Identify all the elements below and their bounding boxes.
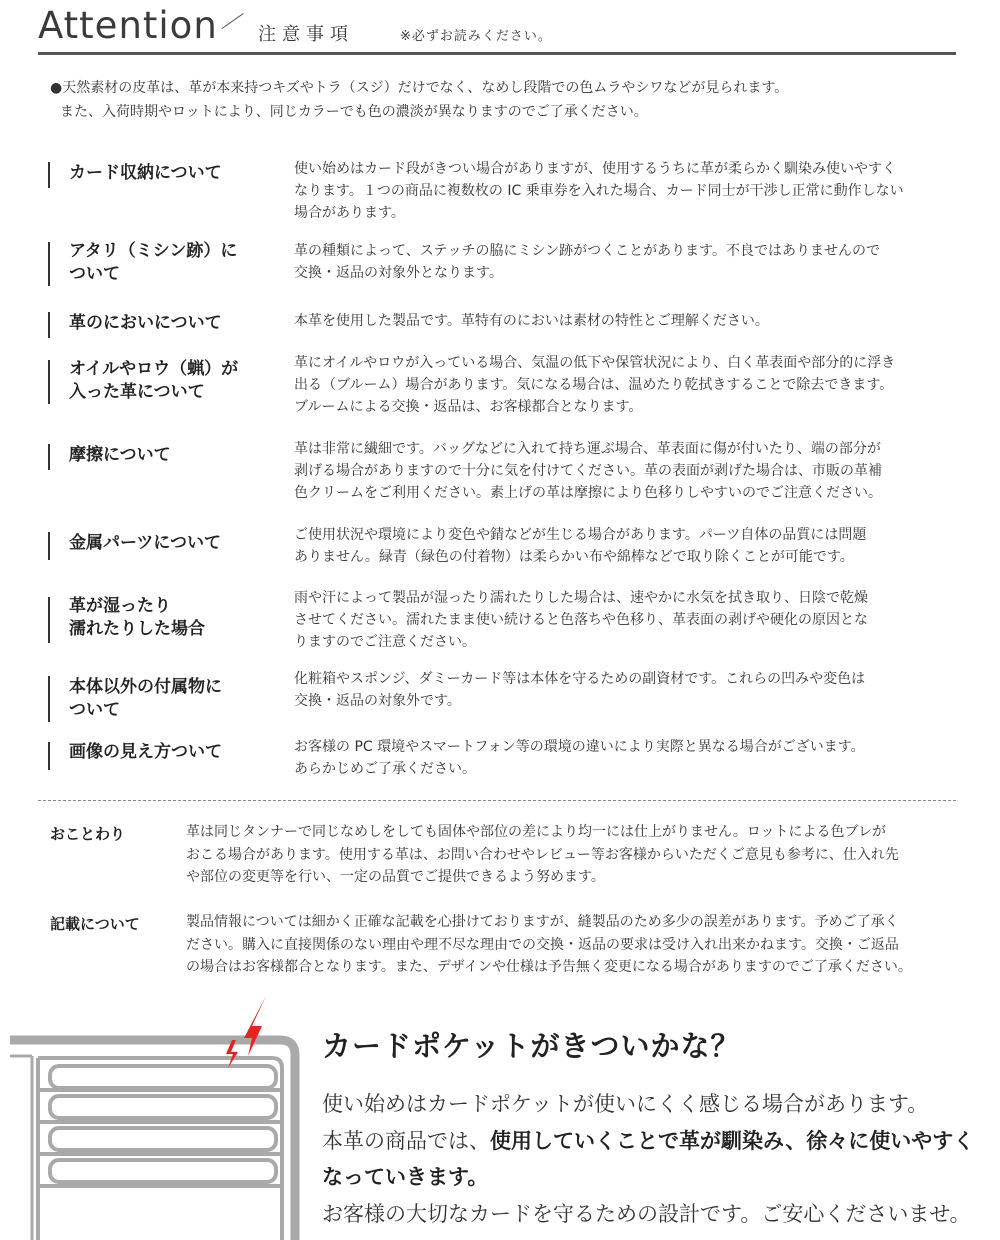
desc-line: 革にオイルやロウが入っている場合、気温の低下や保管状況により、白く革表面や部分的に浮き xyxy=(294,355,896,371)
card-pocket-title: カードポケットがきついかな？ xyxy=(322,1029,741,1063)
text-emphasis: 使用していくことで革が馴染み、徐々に使いやすく xyxy=(490,1128,975,1153)
desc-line: お客様の PC 環境やスマートフォン等の環境の違いにより実際と異なる場合がございます。 xyxy=(294,739,865,755)
text-emphasis: なっていきます。 xyxy=(322,1165,489,1189)
desc-line: させてください。濡れたまま使い続けると色落ちや色移り、革表面の剥げや硬化の原因とな xyxy=(294,612,868,628)
note-text xyxy=(186,821,956,889)
desc-line: 革は非常に繊細です。バッグなどに入れて持ち運ぶ場合、革表面に傷が付いたり、端の部分が xyxy=(294,441,881,457)
section-desc xyxy=(294,352,954,418)
note-line: ださい。購入に直接関係のない理由や理不尽な理由での交換・返品の要求は受け入れ出来かねます。交換・ご返品 xyxy=(186,936,899,953)
section-label: 本体以外の付属物に ついて xyxy=(69,677,222,720)
desc-line: 本革を使用した製品です。革特有のにおいは素材の特性とご理解ください。 xyxy=(294,313,769,329)
section-bar xyxy=(48,532,50,560)
note-text xyxy=(186,911,956,979)
desc-line: 出る（ブルーム）場合があります。気になる場合は、温めたり乾拭きすることで除去できます。 xyxy=(294,377,894,393)
desc-line: ありません。緑青（緑色の付着物）は柔らかい布や綿棒などで取り除くことが可能です。 xyxy=(294,549,854,565)
section-desc xyxy=(294,240,954,284)
section-label: 摩擦について xyxy=(69,445,171,465)
section-label: 革のにおいについて xyxy=(69,313,222,333)
section-desc xyxy=(294,736,954,780)
desc-line: 色クリームをご利用ください。素上げの革は摩擦により色移りしやすいのでご注意ください。 xyxy=(294,485,882,501)
note-line: の場合はお客様都合となります。また、デザインや仕様は予告無く変更になる場合がありますのでご了承ください。 xyxy=(186,959,912,975)
note-label: 記載について xyxy=(50,915,140,933)
desc-line: 場合があります。 xyxy=(294,205,405,221)
section-bar xyxy=(48,597,50,643)
section-label: 金属パーツについて xyxy=(69,533,221,553)
note-line: 革は同じタンナーで同じなめしをしても固体や部位の差により均一には仕上がりません。ロットによる色ブレが xyxy=(186,824,886,840)
desc-line: なります。１つの商品に複数枚の IC 乗車券を入れた場合、カード同士が干渉し正常に動作しない xyxy=(294,183,904,199)
section-bar xyxy=(48,444,50,470)
section-desc xyxy=(294,158,954,224)
attention-title: Attention xyxy=(38,4,218,47)
intro-paragraph xyxy=(50,76,950,124)
card-pocket-line xyxy=(322,1159,992,1196)
note-line: おこる場合があります。使用する革は、お問い合わせやレビュー等お客様からいただくご意見も参考に、仕入れ先 xyxy=(186,846,899,863)
section-desc xyxy=(294,438,954,504)
desc-line: あらかじめご了承ください。 xyxy=(294,761,476,777)
section-desc xyxy=(294,668,954,712)
desc-line: 革の種類によって、ステッチの脇にミシン跡がつくことがあります。不良ではありませんので xyxy=(294,243,880,259)
card-pocket-line: 使い始めはカードポケットが使いにくく感じる場合があります。 xyxy=(322,1092,929,1116)
card-pocket-panel xyxy=(0,990,1000,1240)
attention-header xyxy=(38,2,956,54)
card-pocket-text xyxy=(322,1086,992,1232)
header-rule xyxy=(38,52,956,55)
section-bar xyxy=(48,360,50,404)
section-bar xyxy=(48,742,50,770)
desc-line: ブルームによる交換・返品は、お客様都合となります。 xyxy=(294,399,643,415)
section-bar xyxy=(48,242,50,286)
card-pocket-line xyxy=(322,1123,992,1160)
desc-line: 使い始めはカード段がきつい場合がありますが、使用するうちに革が柔らかく馴染み使いやすく xyxy=(294,161,896,177)
desc-line: 化粧箱やスポンジ、ダミーカード等は本体を守るための副資材です。これらの凹みや変色は xyxy=(294,671,866,687)
desc-line: 交換・返品の対象外となります。 xyxy=(294,265,503,281)
section-desc xyxy=(294,524,954,568)
intro-line: また、入荷時期やロットにより、同じカラーでも色の濃淡が異なりますのでご了承ください。 xyxy=(60,104,648,120)
must-read-note: ※必ずお読みください。 xyxy=(400,29,552,44)
note-label: おことわり xyxy=(50,825,126,843)
dotted-divider xyxy=(38,800,956,801)
section-label: アタリ（ミシン跡）に ついて xyxy=(69,241,238,284)
section-label: オイルやロウ（蝋）が 入った革について xyxy=(69,359,239,402)
note-line: 製品情報については細かく正確な記載を心掛けておりますが、縫製品のため多少の誤差があります。予めご了承く xyxy=(186,914,899,930)
section-desc xyxy=(294,310,954,332)
section-desc xyxy=(294,587,954,653)
tight-pocket-lightning-icon xyxy=(222,994,282,1084)
desc-line: ご使用状況や環境により変色や錆などが生じる場合があります。パーツ自体の品質には問題 xyxy=(294,527,867,543)
card-pocket-line: お客様の大切なカードを守るための設計です。ご安心くださいませ。 xyxy=(322,1201,971,1226)
header-slash-divider xyxy=(222,13,244,29)
desc-line: 雨や汗によって製品が湿ったり濡れたりした場合は、速やかに水気を拭き取り、日陰で乾燥 xyxy=(294,590,868,606)
section-label: カード収納について xyxy=(69,163,222,183)
section-bar xyxy=(48,312,50,338)
desc-line: りますのでご注意ください。 xyxy=(294,634,476,650)
intro-line: ●天然素材の皮革は、革が本来持つキズやトラ（スジ）だけでなく、なめし段階での色ムラやシワなどが見られます。 xyxy=(50,80,789,96)
desc-line: 剥げる場合がありますので十分に気を付けてください。革の表面が剥げた場合は、市販の革補 xyxy=(294,463,882,479)
section-label: 革が湿ったり 濡れたりした場合 xyxy=(69,596,205,639)
section-label: 画像の見え方ついて xyxy=(69,742,222,762)
section-bar xyxy=(48,162,50,188)
section-bar xyxy=(48,676,50,722)
attention-subtitle: 注意事項 xyxy=(258,24,354,45)
desc-line: 交換・返品の対象外です。 xyxy=(294,693,461,709)
note-line: や部位の変更等を行い、一定の品質でご提供できるよう努めます。 xyxy=(186,869,605,885)
text-normal: 本革の商品では、 xyxy=(322,1128,490,1153)
